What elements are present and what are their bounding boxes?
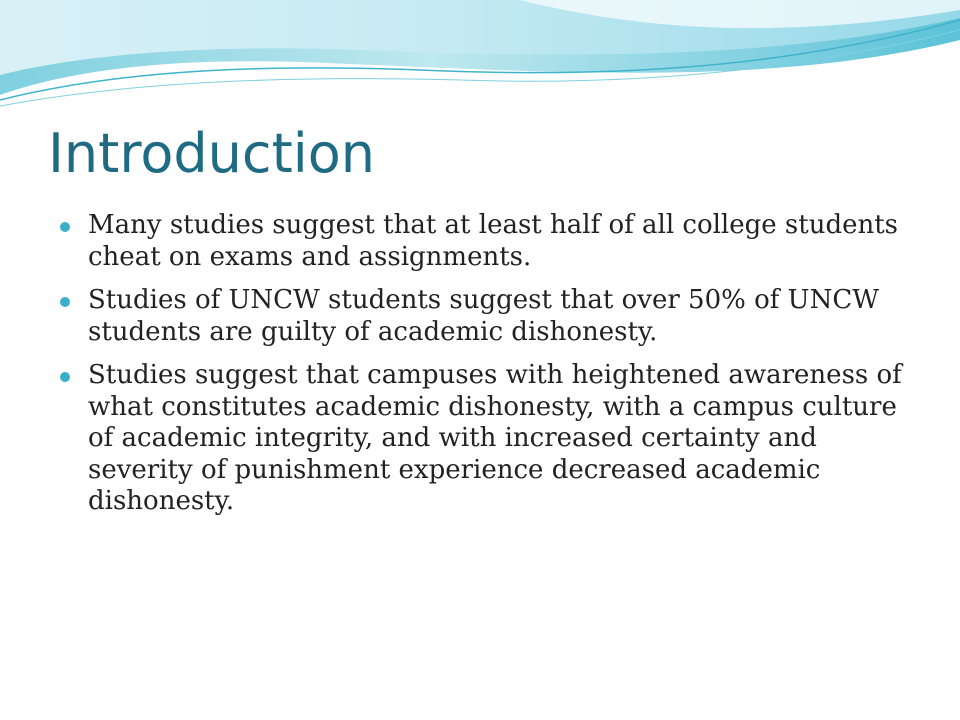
bullet-marker-icon: [60, 372, 70, 382]
bullet-text: Many studies suggest that at least half of all college students cheat on exams and assignments.: [88, 210, 899, 272]
wave-header-decoration: [0, 0, 960, 115]
bullet-item: [60, 285, 910, 348]
bullet-marker-icon: [60, 222, 70, 232]
bullet-list: [60, 210, 910, 530]
slide-title: Introduction: [48, 122, 376, 185]
bullet-text: Studies suggest that campuses with heightened awareness of what constitutes academic dishonesty, with a campus culture of academic integrity, and with increased certainty and severity of punishment experience decreased academic dishonesty.: [88, 360, 902, 516]
bullet-text: Studies of UNCW students suggest that over 50% of UNCW students are guilty of academic dishonesty.: [88, 285, 879, 347]
bullet-item: [60, 210, 910, 273]
bullet-marker-icon: [60, 297, 70, 307]
bullet-item: [60, 360, 910, 518]
